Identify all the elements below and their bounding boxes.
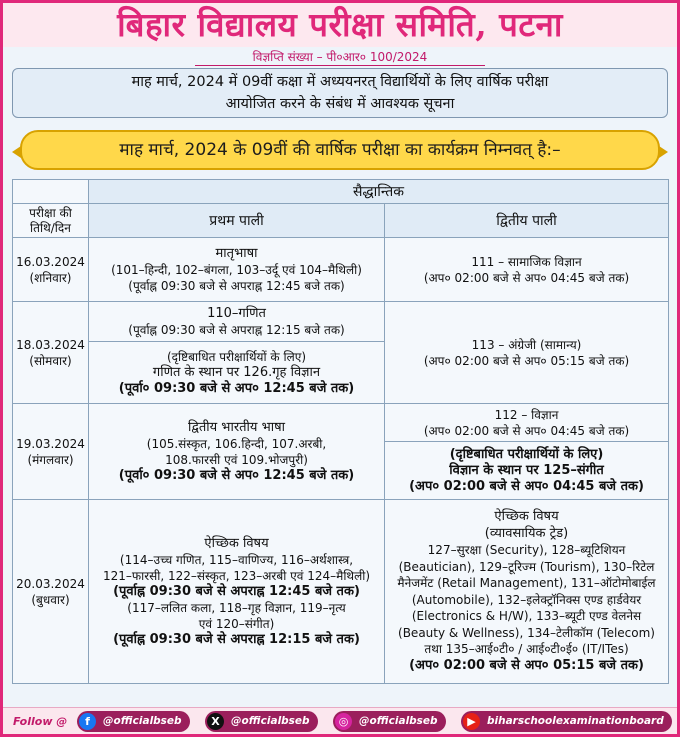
date-cell: 20.03.2024 (बुधवार) xyxy=(13,500,89,684)
page-title: बिहार विद्यालय परीक्षा समिति, पटना xyxy=(3,3,677,47)
schedule-table xyxy=(12,179,669,684)
subject-line-1: माह मार्च, 2024 में 09वीं कक्षा में अध्ययनरत् विद्यार्थियों के लिए वार्षिक परीक्षा xyxy=(131,74,549,90)
table-row xyxy=(13,302,669,342)
date-cell: 18.03.2024 (सोमवार) xyxy=(13,302,89,404)
second-shift-cell: ऐच्छिक विषय (व्यावसायिक ट्रेड) 127–सुरक्षा (Security), 128–ब्यूटिशियन (Beautician), 129–टूरिज्म (Tourism), 130–रिटेल मैनेजमेंट (Retail Management), 131–ऑटोमोबाईल (Automobile), 132–इलेक्ट्रॉनिक्स एण्ड हार्डवेयर (Electronics & H/W), 133–ब्यूटी एण्ड वेलनेस (Beauty & Wellness), 134–टेलीकॉम (Telecom) तथा 135–आई०टी० / आई०टी०ई० (IT/ITes) (अप० 02:00 बजे से अप० 05:15 बजे तक) xyxy=(385,500,669,684)
table-corner xyxy=(13,180,89,204)
date-cell: 19.03.2024 (मंगलवार) xyxy=(13,404,89,500)
first-shift-cell: द्वितीय भारतीय भाषा (105.संस्कृत, 106.हिन्दी, 107.अरबी, 108.फारसी एवं 109.भोजपुरी) (पूर्वा० 09:30 बजे से अप० 12:45 बजे तक) xyxy=(89,404,385,500)
subject-line-2: आयोजित करने के संबंध में आवश्यक सूचना xyxy=(225,96,455,112)
second-shift-cell-alt: (दृष्टिबाधित परीक्षार्थियों के लिए) विज्ञान के स्थान पर 125–संगीत (अप० 02:00 बजे से अप० 04:45 बजे तक) xyxy=(385,442,669,500)
subject-box xyxy=(12,68,668,118)
second-shift-cell: 112 – विज्ञान (अप० 02:00 बजे से अप० 04:45 बजे तक) xyxy=(385,404,669,442)
x-link[interactable]: X @officialbseb xyxy=(205,711,318,732)
first-shift-cell: 110–गणित (पूर्वाह्न 09:30 बजे से अपराह्न 12:15 बजे तक) xyxy=(89,302,385,342)
schedule-banner: माह मार्च, 2024 के 09वीं की वार्षिक परीक्षा का कार्यक्रम निम्नवत् है:– xyxy=(20,130,660,170)
table-row xyxy=(13,500,669,684)
follow-label: Follow @ xyxy=(13,715,68,728)
instagram-link[interactable]: ◎ @officialbseb xyxy=(333,711,446,732)
instagram-icon: ◎ xyxy=(335,713,352,730)
second-shift-header: द्वितीय पाली xyxy=(385,204,669,238)
table-row xyxy=(13,238,669,302)
first-shift-header: प्रथम पाली xyxy=(89,204,385,238)
x-icon: X xyxy=(207,713,224,730)
youtube-icon: ▶ xyxy=(463,713,480,730)
facebook-icon: f xyxy=(79,713,96,730)
second-shift-cell: 113 – अंग्रेजी (सामान्य) (अप० 02:00 बजे से अप० 05:15 बजे तक) xyxy=(385,302,669,404)
facebook-link[interactable]: f @officialbseb xyxy=(77,711,190,732)
section-header: सैद्धान्तिक xyxy=(89,180,669,204)
youtube-link[interactable]: ▶ biharschoolexaminationboard xyxy=(461,711,672,732)
first-shift-cell: ऐच्छिक विषय (114–उच्च गणित, 115–वाणिज्य, 116–अर्थशास्त्र, 121–फारसी, 122–संस्कृत, 123–अरबी एवं 124–मैथिली) (पूर्वाह्न 09:30 बजे से अपराह्न 12:45 बजे तक) (117–ललित कला, 118–गृह विज्ञान, 119–नृत्य एवं 120–संगीत) (पूर्वाह्न 09:30 बजे से अपराह्न 12:15 बजे तक) xyxy=(89,500,385,684)
table-row xyxy=(13,404,669,442)
date-column-header: परीक्षा की तिथि/दिन xyxy=(13,204,89,238)
social-footer xyxy=(3,707,677,734)
second-shift-cell: 111 – सामाजिक विज्ञान (अप० 02:00 बजे से अप० 04:45 बजे तक) xyxy=(385,238,669,302)
notice-number: विज्ञप्ति संख्या – पी०आर० 100/2024 xyxy=(195,48,485,66)
date-cell: 16.03.2024 (शनिवार) xyxy=(13,238,89,302)
first-shift-cell: मातृभाषा (101–हिन्दी, 102–बंगला, 103–उर्दू एवं 104–मैथिली) (पूर्वाह्न 09:30 बजे से अपराह्न 12:45 बजे तक) xyxy=(89,238,385,302)
first-shift-cell-alt: (दृष्टिबाधित परीक्षार्थियों के लिए) गणित के स्थान पर 126.गृह विज्ञान (पूर्वा० 09:30 बजे से अप० 12:45 बजे तक) xyxy=(89,342,385,404)
